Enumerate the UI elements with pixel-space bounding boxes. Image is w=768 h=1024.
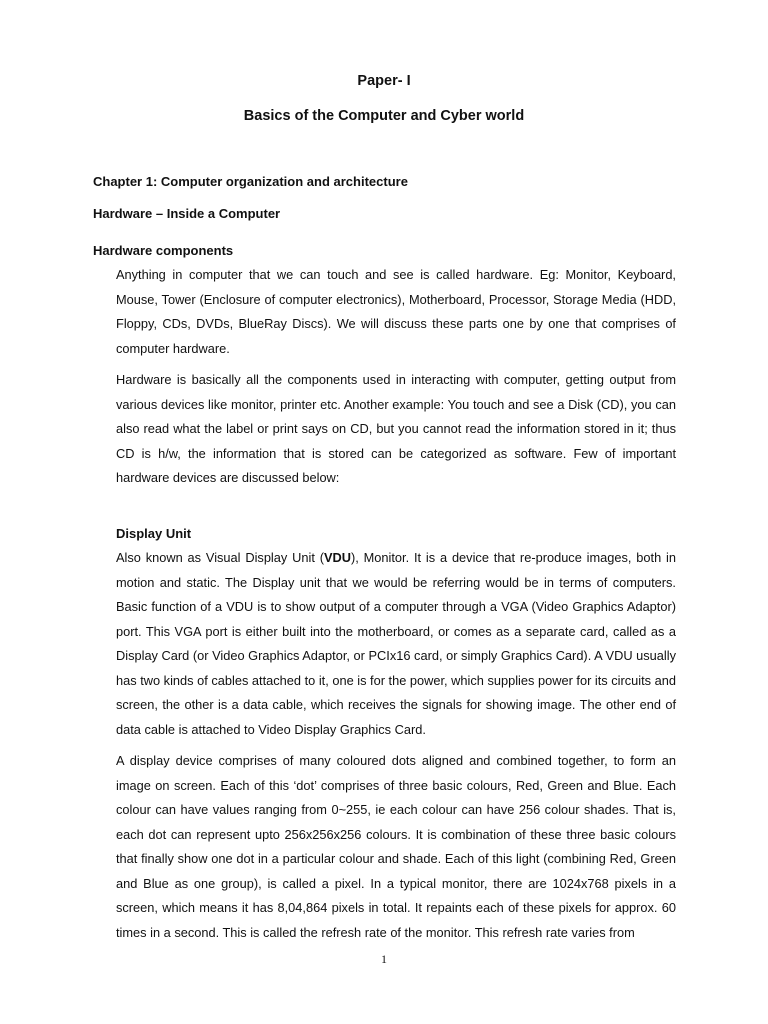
display-unit-paragraph-2: A display device comprises of many coloured dots aligned and combined together, to form an image on screen. Each of this ‘dot’ comprises of three basic colours, Red, Green and Blue. Each colour can have values ranging from 0~255, ie each colour can have 256 colour shades. That is, each dot can represent upto 256x256x256 colours. It is combination of these three basic colours that finally show one dot in a particular colour and shade. Each of this light (combining Red, Green and Blue as one group), is called a pixel. In a typical monitor, there are 1024x768 pixels in a screen, which means it has 8,04,864 pixels in total. It repaints each of these pixels for approx. 60 times in a second. This is called the refresh rate of the monitor. This refresh rate varies from [116, 753, 676, 940]
chapter-heading: Chapter 1: Computer organization and architecture [93, 174, 408, 189]
display-unit-heading: Display Unit [116, 526, 192, 541]
display-unit-paragraph-1 [116, 546, 676, 742]
paper-title: Paper- I [357, 73, 411, 89]
chapter-subheading: Hardware – Inside a Computer [93, 206, 281, 221]
display-unit-text-post: ), Monitor. It is a device that re-produce images, both in motion and static. The Display unit that we would be referring would be in terms of computers. Basic function of a VDU is to show output of a computer through a VGA (Video Graphics Adaptor) port. This VGA port is either built into the motherboard, or comes as a separate card, called as a Display Card (or Video Graphics Adaptor, or PCIx16 card, or simply Graphics Card). A VDU usually has two kinds of cables attached to it, one is for the power, which supplies power for its circuits and screen, the other is a data cable, which receives the signals for showing image. The other end of data cable is attached to Video Display Graphics Card. [116, 550, 676, 737]
page-number: 1 [381, 952, 387, 966]
hardware-components-heading: Hardware components [93, 243, 234, 258]
vdu-bold-term: VDU [323, 550, 351, 565]
document-title: Basics of the Computer and Cyber world [243, 108, 525, 124]
hardware-paragraph-1: Anything in computer that we can touch and see is called hardware. Eg: Monitor, Keyboard, Mouse, Tower (Enclosure of computer electronics), Motherboard, Processor, Storage Media (HDD, Floppy, CDs, DVDs, BlueRay Discs). We will discuss these parts one by one that comprises of computer hardware. [116, 267, 676, 356]
hardware-paragraph-2: Hardware is basically all the components used in interacting with computer, getting output from various devices like monitor, printer etc. Another example: You touch and see a Disk (CD), you can also read what the label or print says on CD, but you cannot read the information stored in it; thus CD is h/w, the information that is stored can be categorized as software. Few of important hardware devices are discussed below: [116, 372, 676, 485]
display-unit-text-pre: Also known as Visual Display Unit ( [116, 550, 324, 565]
